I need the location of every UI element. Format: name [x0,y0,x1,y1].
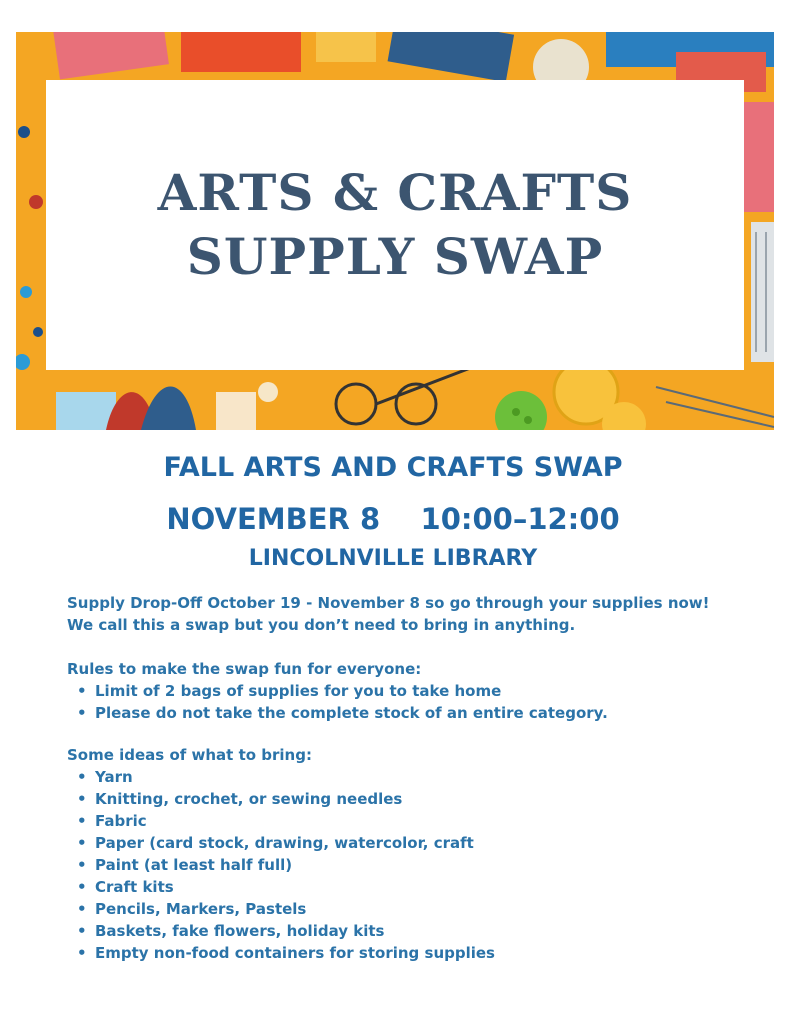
title-box [46,80,744,370]
list-item: • Craft kits [67,876,747,898]
rules-title: Rules to make the swap fun for everyone: [67,660,422,678]
list-item: • Paint (at least half full) [67,854,747,876]
list-item: • Baskets, fake flowers, holiday kits [67,920,747,942]
list-item: • Please do not take the complete stock of an entire category. [67,702,747,724]
list-item: • Fabric [67,810,747,832]
banner-title-line-2: SUPPLY SWAP [186,227,604,286]
event-date-time: NOVEMBER 8 10:00–12:00 [166,502,620,536]
list-item: • Pencils, Markers, Pastels [67,898,747,920]
rules-list [67,680,747,724]
intro-line-1: Supply Drop-Off October 19 - November 8 so go through your supplies now! [67,594,710,612]
list-item: • Paper (card stock, drawing, watercolor, craft [67,832,747,854]
intro-line-2: We call this a swap but you don’t need to bring in anything. [67,616,576,634]
banner-image [16,32,774,430]
event-location: LINCOLNVILLE LIBRARY [248,546,538,571]
list-item: • Knitting, crochet, or sewing needles [67,788,747,810]
list-item: • Empty non-food containers for storing supplies [67,942,747,964]
list-item: • Limit of 2 bags of supplies for you to take home [67,680,747,702]
event-heading: FALL ARTS AND CRAFTS SWAP [163,452,623,483]
intro-paragraph [67,592,747,636]
ideas-list [67,766,747,964]
list-item: • Yarn [67,766,747,788]
ideas-title: Some ideas of what to bring: [67,746,312,764]
banner-title-line-1: ARTS & CRAFTS [157,163,633,222]
